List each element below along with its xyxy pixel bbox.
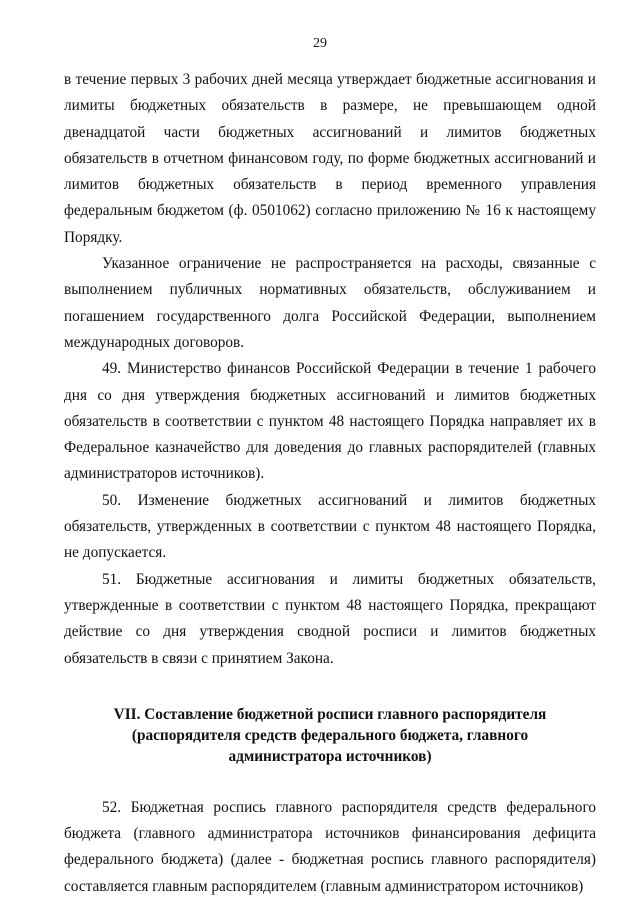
document-body	[64, 67, 596, 900]
section-heading-line-1: VII. Составление бюджетной росписи главного распорядителя	[113, 705, 547, 723]
section-heading-line-2: (распорядителя средств федерального бюджета, главного	[131, 726, 529, 744]
section-heading	[64, 704, 596, 767]
paragraph-50: 50. Изменение бюджетных ассигнований и лимитов бюджетных обязательств, утвержденных в соответствии с пунктом 48 настоящего Порядка, не допускается.	[64, 491, 596, 562]
paragraph-limitation: Указанное ограничение не распространяется на расходы, связанные с выполнением публичных нормативных обязательств, обслуживанием и погашением государственного долга Российской Федерации, выполнением международных договоров.	[64, 255, 596, 351]
paragraph-49: 49. Министерство финансов Российской Федерации в течение 1 рабочего дня со дня утверждения бюджетных ассигнований и лимитов бюджетных обязательств в соответствии с пунктом 48 настоящего Порядка направляет их в Федеральное казначейство для доведения до главных распорядителей (главных администраторов источников).	[64, 360, 596, 483]
paragraph-52: 52. Бюджетная роспись главного распорядителя средств федерального бюджета (главного администратора источников финансирования дефицита федерального бюджета) (далее - бюджетная роспись главного распорядителя) составляется главным распорядителем (главным администратором источников)	[64, 798, 596, 895]
paragraph-51: 51. Бюджетные ассигнования и лимиты бюджетных обязательств, утвержденные в соответствии с пунктом 48 настоящего Порядка, прекращают действие со дня утверждения сводной росписи и лимитов бюджетных обязательств в связи с принятием Закона.	[64, 570, 596, 667]
page-number: 29	[313, 36, 327, 51]
section-heading-line-3: администратора источников)	[228, 747, 432, 765]
paragraph-continuation: в течение первых 3 рабочих дней месяца утверждает бюджетные ассигнования и лимиты бюджетных обязательств в размере, не превышающем одной двенадцатой части бюджетных ассигнований и лимитов бюджетных обязательств в отчетном финансовом году, по форме бюджетных ассигнований и лимитов бюджетных обязательств в период временного управления федеральным бюджетом (ф. 0501062) согласно приложению № 16 к настоящему Порядку.	[64, 71, 596, 246]
